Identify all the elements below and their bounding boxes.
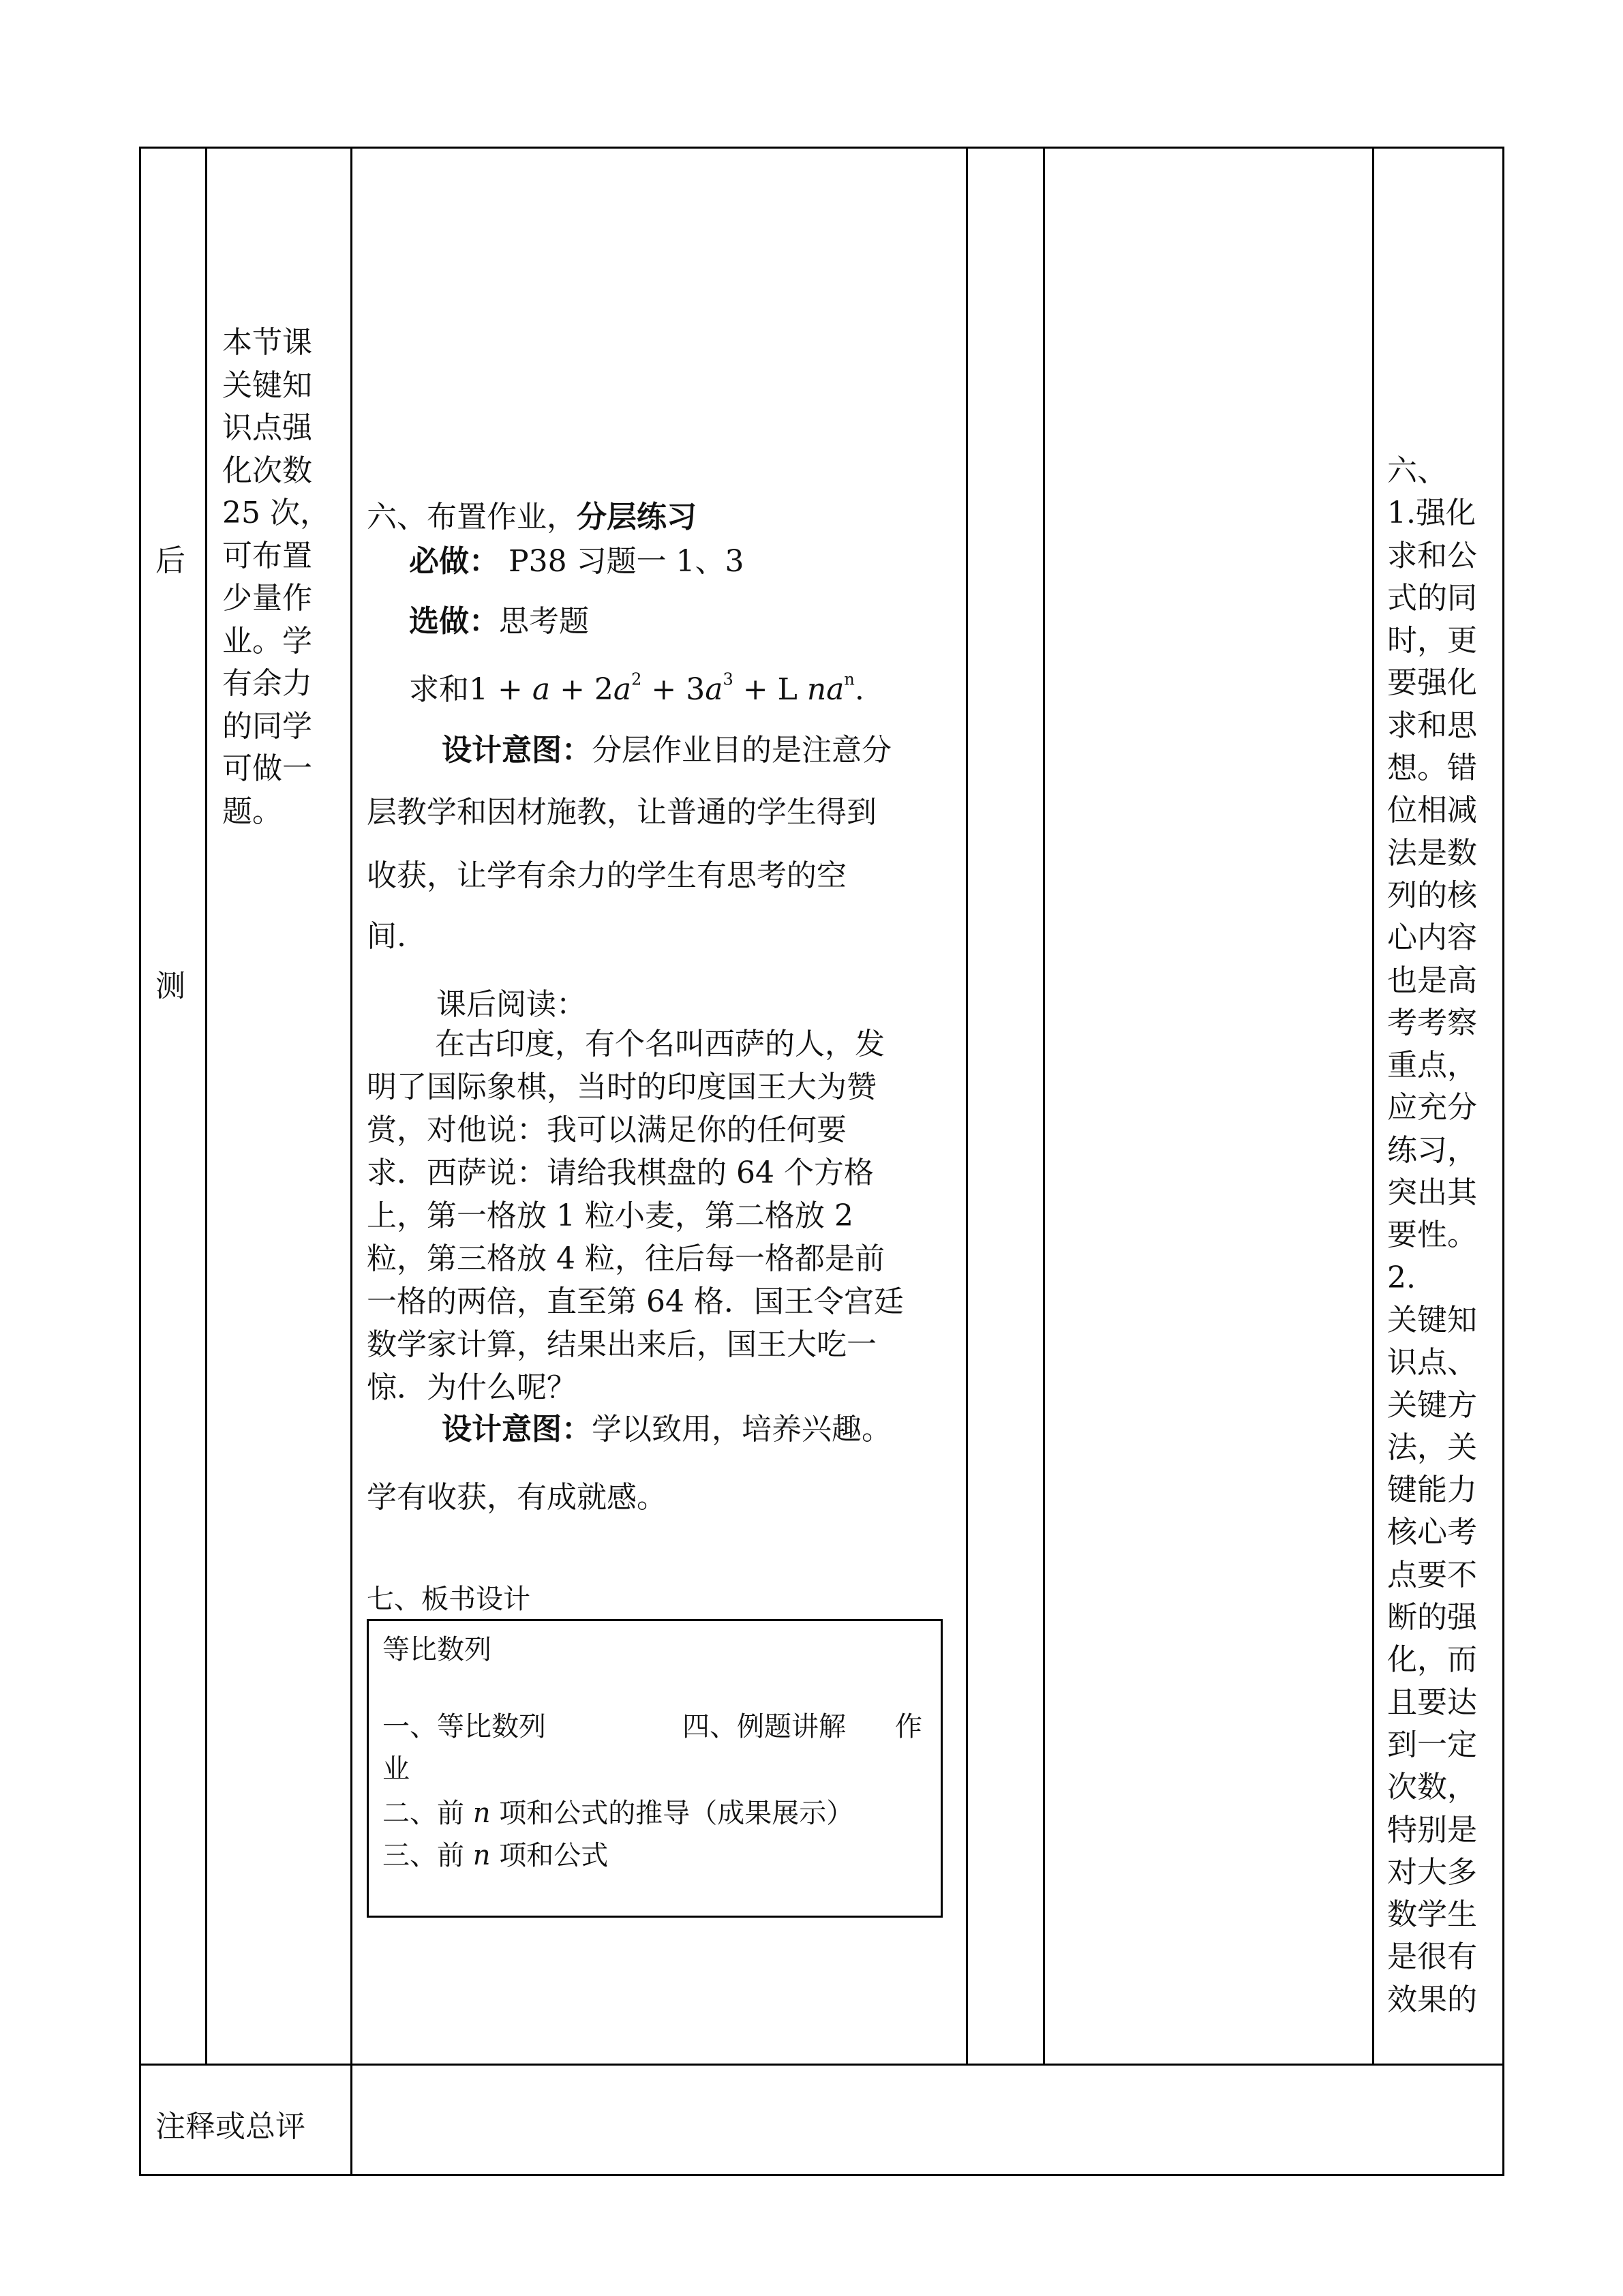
board-item-3-n: n (472, 1840, 491, 1871)
sum-part-b: a (532, 672, 551, 707)
design-intent-1-line4: 间. (367, 919, 406, 954)
sum-part-d: a (613, 672, 632, 707)
design-intent-2-line1 (442, 1404, 892, 1448)
design-intent-2-label: 设计意图： (442, 1412, 592, 1447)
board-item-3-b: 项和公式 (490, 1840, 609, 1871)
optional-text: 思考题 (499, 604, 589, 639)
board-item-homework-b: 业 (382, 1753, 410, 1785)
sum-sup-n: n (844, 669, 855, 689)
board-item-2-b: 项和公式的推导（成果展示） (490, 1798, 854, 1829)
design-intent-1-line2: 层教学和因材施教，让普通的学生得到 (367, 795, 877, 830)
required-homework (409, 537, 744, 580)
table-left-border (139, 147, 141, 2176)
sum-end: . (854, 672, 864, 707)
table-bottom-border (139, 2174, 1504, 2176)
homework-heading (367, 492, 697, 536)
board-item-3 (382, 1834, 608, 1873)
optional-homework (409, 596, 589, 640)
design-intent-1-line1 (442, 725, 892, 769)
board-item-1: 一、等比数列 (382, 1711, 546, 1742)
table-row-divider (139, 2064, 1504, 2066)
row-label-top: 后 (155, 543, 185, 578)
table-top-border (139, 147, 1504, 149)
col-divider-1 (205, 147, 207, 2065)
right-column-note: 六、 1.强化 求和公 式的同 时，更 要强化 求和思 想。错 位相减 法是数 列的核 心内容 也是高 考考察 重点， 应充分 练习， 突出其 要性。 2. 关键知 识点、 关键方 法，关 键能力 核心考 点要不 断的强 化，而 且要达 到一定 次数， 特别是 对大多 数学生 是很有 效果的 (1387, 453, 1477, 2017)
footer-label: 注释或总评 (155, 2109, 305, 2144)
homework-heading-bold: 分层练习 (577, 500, 697, 534)
board-item-3-a: 三、前 (382, 1840, 473, 1871)
col-divider-3 (966, 147, 968, 2065)
design-intent-1-line3: 收获，让学有余力的学生有思考的空 (367, 858, 847, 893)
design-intent-2-line2: 学有收获，有成就感。 (367, 1480, 667, 1515)
sum-expression (409, 665, 864, 708)
row-label-bottom: 测 (155, 969, 185, 1003)
sum-part-f: a (705, 672, 723, 707)
board-item-2 (382, 1792, 853, 1830)
design-intent-1-text: 分层作业目的是注意分 (592, 733, 892, 768)
sum-prefix: 求和 (409, 672, 469, 707)
sum-sup-3: 3 (723, 669, 733, 689)
board-item-2-n: n (472, 1798, 491, 1829)
sum-part-e: + 3 (641, 672, 706, 707)
col-divider-5 (1372, 147, 1374, 2065)
reading-title: 课后阅读： (436, 987, 586, 1022)
col-divider-4 (1043, 147, 1045, 2065)
sum-part-c: + 2 (550, 672, 613, 707)
design-intent-2-text: 学以致用，培养兴趣。 (592, 1412, 892, 1447)
board-item-4: 四、例题讲解 (682, 1711, 846, 1742)
sum-part-g: + L (733, 672, 807, 707)
required-text: P38 习题一 1、3 (499, 544, 744, 579)
board-design-heading: 七、板书设计 (367, 1584, 530, 1615)
board-design-box (367, 1619, 943, 1918)
key-point-note: 本节课 关键知 识点强 化次数 25 次， 可布置 少量作 业。学 有余力 的同学 可做一 题。 (222, 325, 330, 829)
table-right-border (1502, 147, 1504, 2176)
board-item-homework-a: 作 (895, 1711, 922, 1742)
optional-label: 选做： (409, 604, 499, 639)
reading-body: 在古印度，有个名叫西萨的人，发 明了国际象棋，当时的印度国王大为赞 赏，对他说：我可以满足你的任何要 求．西萨说：请给我棋盘的 64 个方格 上，第一格放 1 粒小麦，第二格放 2 粒，第三格放 4 粒，往后每一格都是前 一格的两倍，直至第 64 格．国王令宫廷 数学家计算，结果出来后，国王大吃一 惊．为什么呢？ (367, 1027, 904, 1405)
board-title: 等比数列 (382, 1634, 491, 1665)
board-item-2-a: 二、前 (382, 1798, 473, 1829)
design-intent-1-label: 设计意图： (442, 733, 592, 768)
homework-heading-prefix: 六、布置作业， (367, 500, 577, 534)
sum-sup-2: 2 (631, 669, 642, 689)
col-divider-2 (350, 147, 352, 2176)
sum-part-h: na (806, 672, 845, 707)
sum-part-a: 1 + (469, 672, 532, 707)
required-label: 必做： (409, 544, 499, 579)
